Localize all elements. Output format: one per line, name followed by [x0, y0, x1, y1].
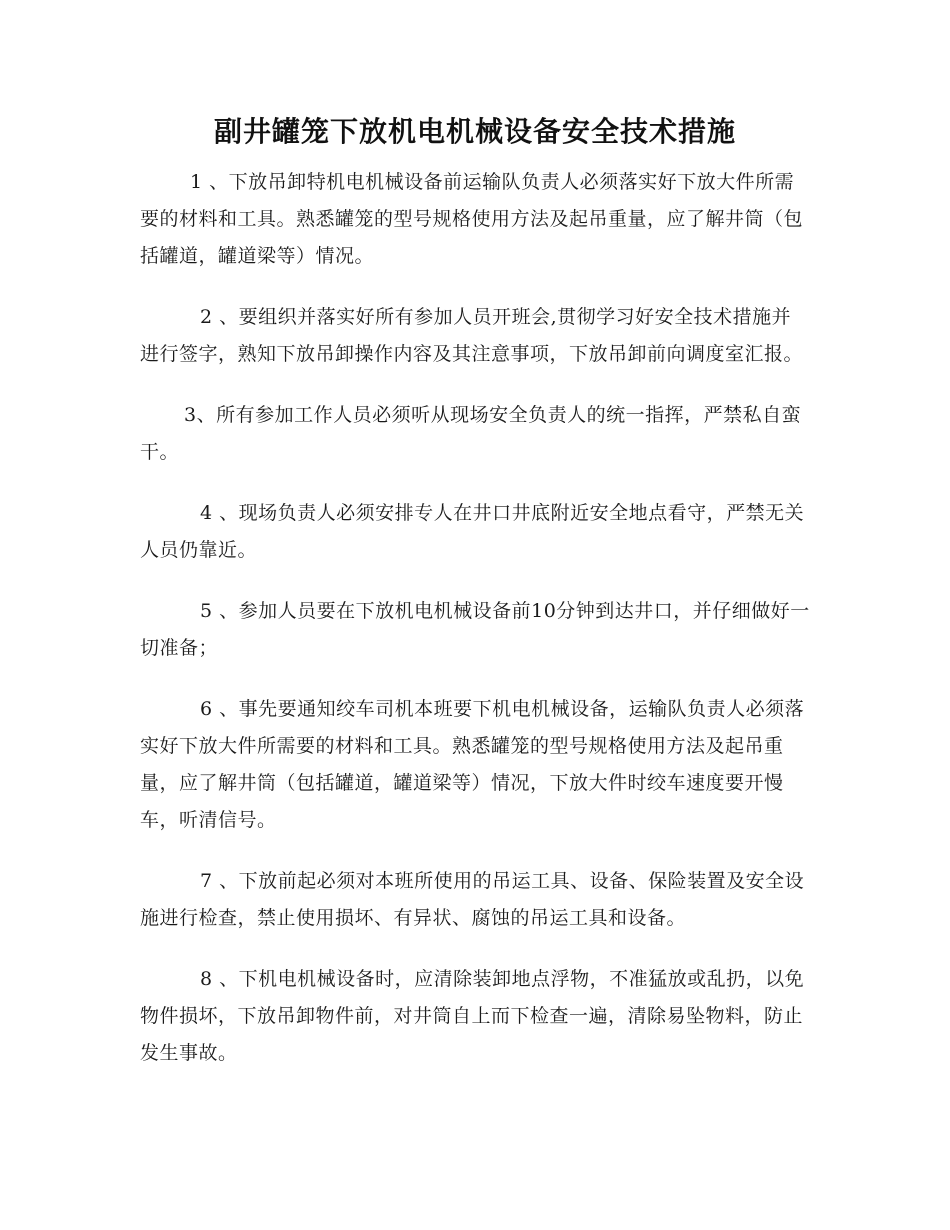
paragraph-5: 5 、参加人员要在下放机电机械设备前10分钟到达井口，并仔细做好一切准备； [140, 600, 810, 659]
document-title: 副井罐笼下放机电机械设备安全技术措施 [213, 115, 736, 148]
paragraph-4: 4 、现场负责人必须安排专人在井口井底附近安全地点看守，严禁无关人员仍靠近。 [140, 502, 805, 561]
paragraph-2: 2 、要组织并落实好所有参加人员开班会,贯彻学习好安全技术措施并进行签字，熟知下放吊卸操作内容及其注意事项，下放吊卸前向调度室汇报。 [140, 306, 804, 365]
paragraph-1: 1 、下放吊卸特机电机械设备前运输队负责人必须落实好下放大件所需要的材料和工具。熟悉罐笼的型号规格使用方法及起吊重量，应了解井筒（包括罐道，罐道梁等）情况。 [140, 171, 804, 267]
paragraph-6: 6 、事先要通知绞车司机本班要下机电机械设备，运输队负责人必须落实好下放大件所需要的材料和工具。熟悉罐笼的型号规格使用方法及起吊重量，应了解井筒（包括罐道，罐道梁等）情况，下放大件时绞车速度要开慢车，听清信号。 [140, 698, 805, 831]
document-body [140, 164, 810, 1096]
paragraph-3: 3、所有参加工作人员必须听从现场安全负责人的统一指挥，严禁私自蛮干。 [140, 404, 802, 463]
paragraph-8: 8 、下机电机械设备时，应清除装卸地点浮物，不准猛放或乱扔，以免物件损坏，下放吊卸物件前，对井筒自上而下检查一遍，清除易坠物料，防止发生事故。 [140, 968, 805, 1064]
paragraph-7: 7 、下放前起必须对本班所使用的吊运工具、设备、保险装置及安全设施进行检查，禁止使用损坏、有异状、腐蚀的吊运工具和设备。 [140, 870, 805, 929]
